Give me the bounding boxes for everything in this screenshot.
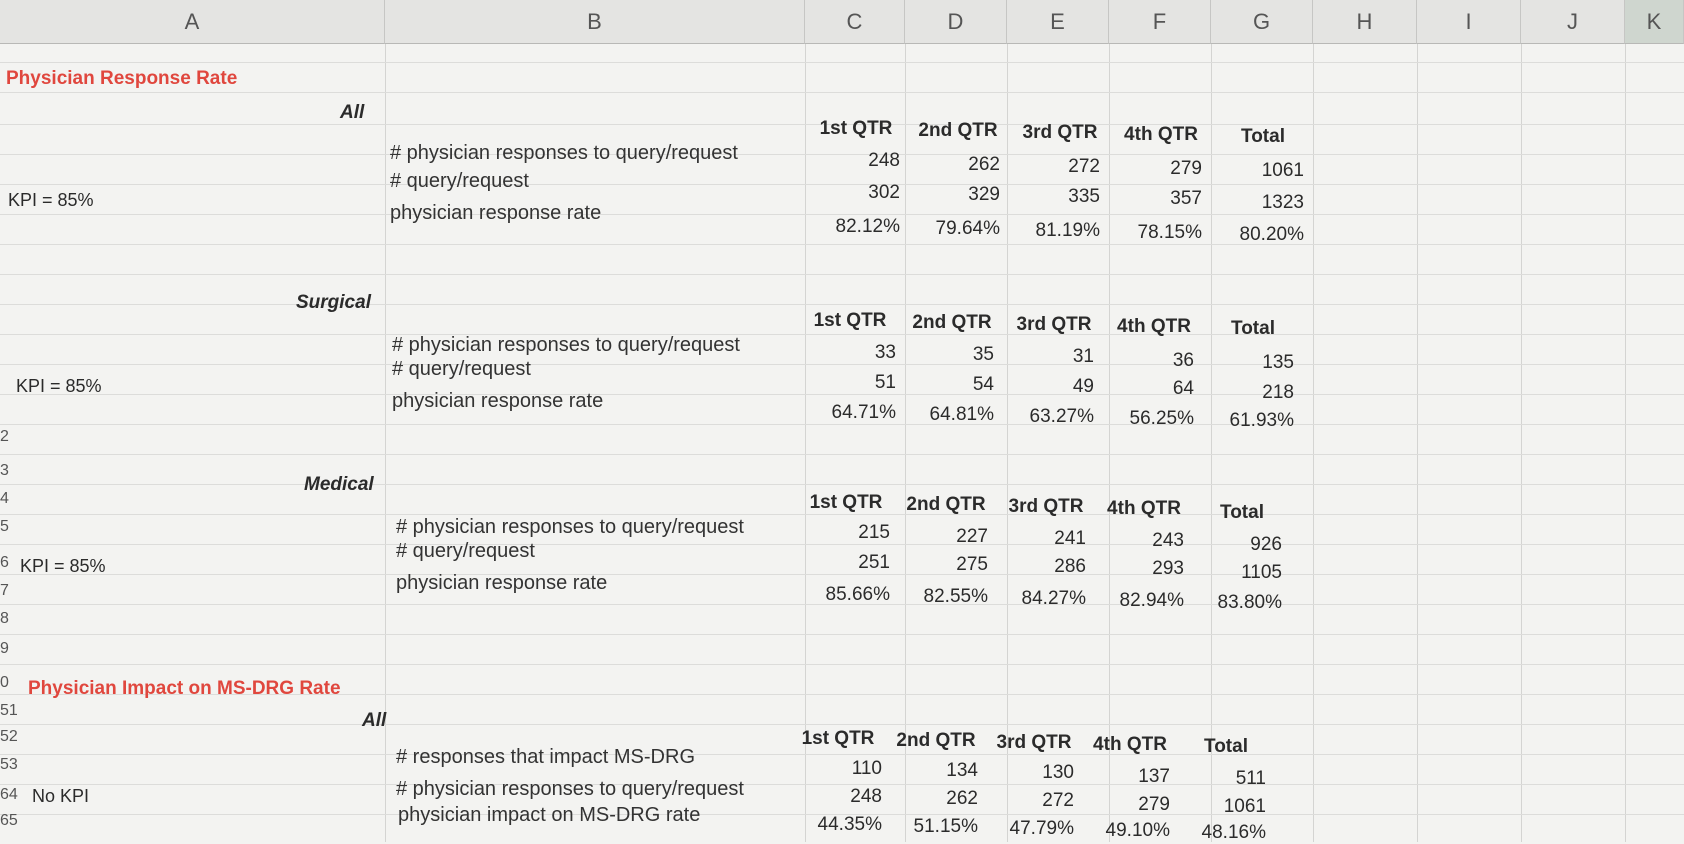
value-cell[interactable]: 134 (946, 760, 978, 781)
value-cell[interactable]: 81.19% (1035, 220, 1100, 241)
value-cell[interactable]: 85.66% (825, 584, 890, 605)
column-header-k[interactable]: K (1625, 0, 1684, 44)
header-2nd-qtr[interactable]: 2nd QTR (896, 730, 976, 751)
value-cell[interactable]: 279 (1138, 794, 1170, 815)
value-cell[interactable]: 44.35% (817, 814, 882, 835)
value-cell[interactable]: 78.15% (1137, 222, 1202, 243)
value-cell[interactable]: 1323 (1261, 192, 1304, 213)
header-4th-qtr[interactable]: 4th QTR (1124, 124, 1198, 145)
value-cell[interactable]: 1061 (1223, 796, 1266, 817)
column-header-b[interactable]: B (385, 0, 805, 44)
metric-label[interactable]: physician response rate (396, 572, 608, 594)
value-cell[interactable]: 83.80% (1217, 592, 1282, 613)
value-cell[interactable]: 262 (968, 154, 1000, 175)
row-number: 53 (0, 756, 18, 773)
column-header-i[interactable]: I (1417, 0, 1521, 44)
value-cell[interactable]: 135 (1262, 352, 1294, 373)
value-cell[interactable]: 243 (1152, 530, 1184, 551)
header-3rd-qtr[interactable]: 3rd QTR (996, 732, 1072, 753)
value-cell[interactable]: 215 (858, 522, 890, 543)
metric-label[interactable]: # physician responses to query/request (396, 516, 744, 538)
value-cell[interactable]: 64.81% (929, 404, 994, 425)
value-cell[interactable]: 47.79% (1009, 818, 1074, 839)
section-label-all[interactable]: All (362, 710, 387, 731)
value-cell[interactable]: 79.64% (935, 218, 1000, 239)
value-cell[interactable]: 511 (1235, 768, 1266, 789)
value-cell[interactable]: 272 (1042, 790, 1074, 811)
value-cell[interactable]: 1061 (1261, 160, 1304, 181)
row-number: 3 (0, 462, 9, 479)
value-cell[interactable]: 241 (1054, 528, 1086, 549)
row-number: 7 (0, 582, 9, 599)
header-3rd-qtr[interactable]: 3rd QTR (1016, 314, 1092, 335)
header-total[interactable]: Total (1241, 126, 1285, 147)
kpi-label[interactable]: No KPI (32, 786, 90, 806)
value-cell[interactable]: 35 (972, 344, 994, 365)
metric-label[interactable]: # physician responses to query/request (390, 142, 738, 164)
metric-label[interactable]: # query/request (392, 358, 531, 380)
value-cell[interactable]: 61.93% (1229, 410, 1294, 431)
value-cell[interactable]: 357 (1170, 188, 1202, 209)
value-cell[interactable]: 926 (1250, 534, 1282, 555)
column-header-c[interactable]: C (805, 0, 905, 44)
value-cell[interactable]: 272 (1068, 156, 1100, 177)
header-2nd-qtr[interactable]: 2nd QTR (918, 120, 998, 141)
value-cell[interactable]: 63.27% (1029, 406, 1094, 427)
value-cell[interactable]: 82.12% (835, 216, 900, 237)
value-cell[interactable]: 302 (868, 182, 900, 203)
row-number: 64 (0, 786, 18, 803)
header-4th-qtr[interactable]: 4th QTR (1107, 498, 1181, 519)
section-label-all[interactable]: All (340, 102, 365, 123)
value-cell[interactable]: 64 (1172, 378, 1194, 399)
row-number: 2 (0, 428, 9, 445)
metric-label[interactable]: # physician responses to query/request (396, 778, 744, 800)
header-4th-qtr[interactable]: 4th QTR (1093, 734, 1167, 755)
value-cell[interactable]: 262 (946, 788, 978, 809)
value-cell[interactable]: 279 (1170, 158, 1202, 179)
column-header-j[interactable]: J (1521, 0, 1625, 44)
value-cell[interactable]: 286 (1054, 556, 1086, 577)
value-cell[interactable]: 137 (1138, 766, 1170, 787)
metric-label[interactable]: physician response rate (390, 202, 602, 224)
metric-label[interactable]: # responses that impact MS-DRG (396, 746, 695, 768)
value-cell[interactable]: 275 (956, 554, 988, 575)
column-header-f[interactable]: F (1109, 0, 1211, 44)
value-cell[interactable]: 248 (850, 786, 882, 807)
row-number: 0 (0, 674, 9, 691)
row-number: 6 (0, 554, 9, 571)
value-cell[interactable]: 51.15% (913, 816, 978, 837)
kpi-label[interactable]: KPI = 85% (16, 376, 102, 396)
column-header-g[interactable]: G (1211, 0, 1313, 44)
header-3rd-qtr[interactable]: 3rd QTR (1008, 496, 1084, 517)
row-number: 5 (0, 518, 9, 535)
value-cell[interactable]: 36 (1172, 350, 1194, 371)
row-number: 9 (0, 640, 9, 657)
row-number: 8 (0, 610, 9, 627)
row-number: 51 (0, 702, 18, 719)
value-cell[interactable]: 1105 (1241, 562, 1282, 583)
column-header-h[interactable]: H (1313, 0, 1417, 44)
value-cell[interactable]: 218 (1262, 382, 1294, 403)
value-cell[interactable]: 54 (972, 374, 994, 395)
row-number: 52 (0, 728, 18, 745)
row-number: 4 (0, 490, 9, 507)
header-2nd-qtr[interactable]: 2nd QTR (906, 494, 986, 515)
header-total[interactable]: Total (1204, 736, 1248, 757)
section-label-medical[interactable]: Medical (304, 474, 374, 495)
section-title-msdrg-impact[interactable]: Physician Impact on MS-DRG Rate (28, 678, 341, 699)
metric-label[interactable]: # query/request (396, 540, 535, 562)
header-1st-qtr[interactable]: 1st QTR (809, 492, 883, 513)
header-total[interactable]: Total (1220, 502, 1264, 523)
value-cell[interactable]: 82.55% (923, 586, 988, 607)
column-header-d[interactable]: D (905, 0, 1007, 44)
value-cell[interactable]: 80.20% (1239, 224, 1304, 245)
header-2nd-qtr[interactable]: 2nd QTR (912, 312, 992, 333)
header-total[interactable]: Total (1231, 318, 1275, 339)
column-header-a[interactable]: A (0, 0, 385, 44)
value-cell[interactable]: 251 (858, 552, 890, 573)
value-cell[interactable]: 33 (874, 342, 896, 363)
value-cell[interactable]: 248 (868, 150, 900, 171)
value-cell[interactable]: 82.94% (1119, 590, 1184, 611)
value-cell[interactable]: 49 (1072, 376, 1094, 397)
column-header-e[interactable]: E (1007, 0, 1109, 44)
header-1st-qtr[interactable]: 1st QTR (813, 310, 887, 331)
value-cell[interactable]: 64.71% (831, 402, 896, 423)
section-title-response-rate[interactable]: Physician Response Rate (6, 68, 238, 89)
kpi-label[interactable]: KPI = 85% (8, 190, 94, 210)
value-cell[interactable]: 84.27% (1021, 588, 1086, 609)
section-label-surgical[interactable]: Surgical (296, 292, 371, 313)
value-cell[interactable]: 130 (1042, 762, 1074, 783)
value-cell[interactable]: 329 (968, 184, 1000, 205)
metric-label[interactable]: physician impact on MS-DRG rate (398, 804, 701, 826)
metric-label[interactable]: # query/request (390, 170, 529, 192)
value-cell[interactable]: 49.10% (1105, 820, 1170, 841)
header-3rd-qtr[interactable]: 3rd QTR (1022, 122, 1098, 143)
value-cell[interactable]: 48.16% (1201, 822, 1266, 843)
header-1st-qtr[interactable]: 1st QTR (801, 728, 875, 749)
value-cell[interactable]: 227 (956, 526, 988, 547)
value-cell[interactable]: 293 (1152, 558, 1184, 579)
value-cell[interactable]: 56.25% (1129, 408, 1194, 429)
value-cell[interactable]: 335 (1068, 186, 1100, 207)
metric-label[interactable]: # physician responses to query/request (392, 334, 740, 356)
header-4th-qtr[interactable]: 4th QTR (1117, 316, 1191, 337)
value-cell[interactable]: 31 (1072, 346, 1094, 367)
kpi-label[interactable]: KPI = 85% (20, 556, 106, 576)
header-1st-qtr[interactable]: 1st QTR (819, 118, 893, 139)
row-number: 65 (0, 812, 18, 829)
value-cell[interactable]: 110 (851, 758, 882, 779)
value-cell[interactable]: 51 (874, 372, 896, 393)
metric-label[interactable]: physician response rate (392, 390, 604, 412)
